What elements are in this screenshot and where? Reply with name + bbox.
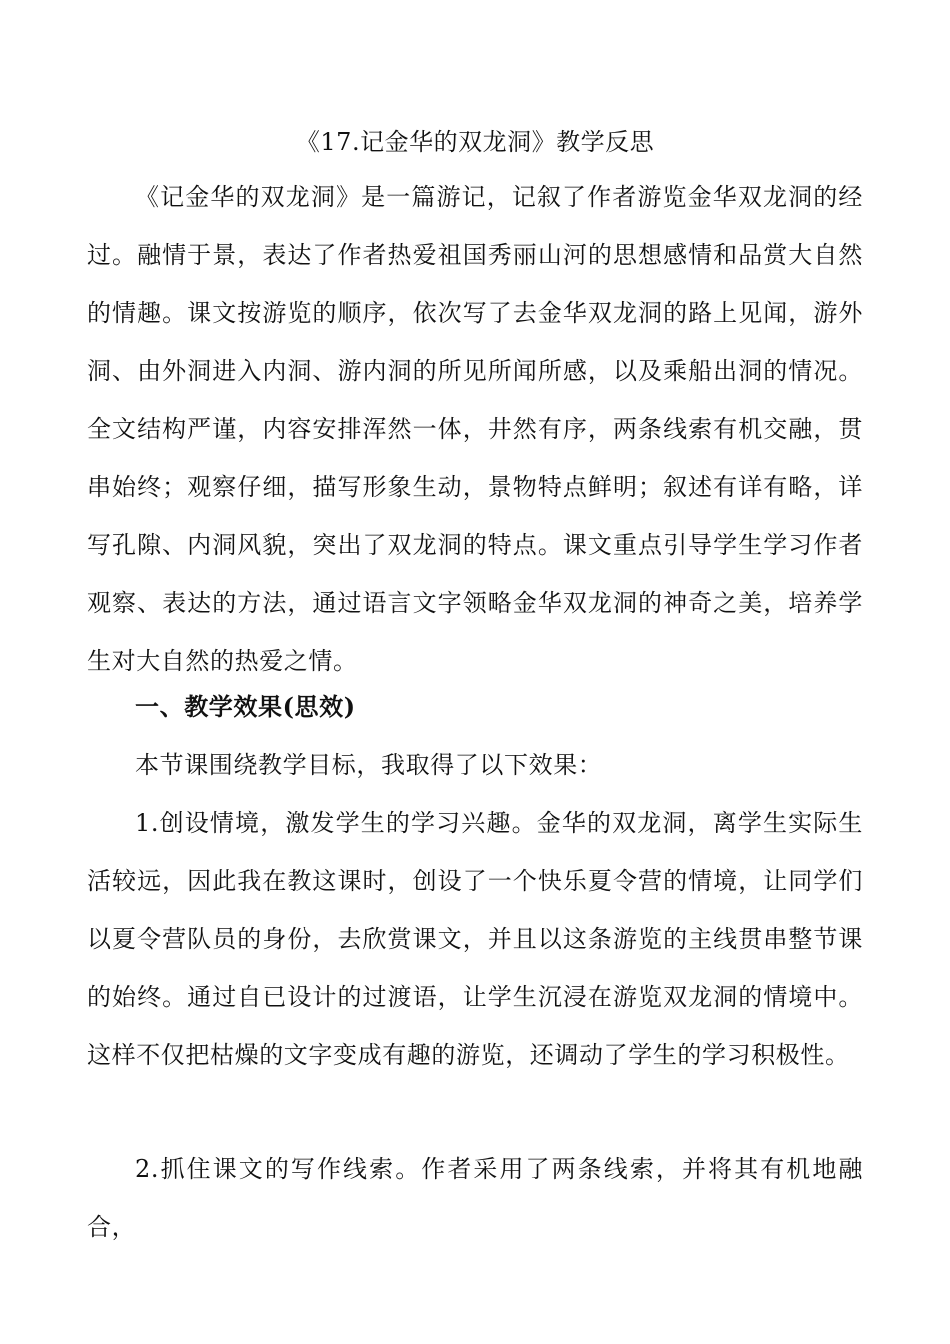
section-intro: 本节课围绕教学目标，我取得了以下效果： bbox=[135, 751, 603, 779]
section-heading: 一、教学效果(思效) bbox=[135, 692, 356, 721]
document-title: 《17.记金华的双龙洞》教学反思 bbox=[295, 128, 655, 156]
intro-paragraph: 《记金华的双龙洞》是一篇游记，记叙了作者游览金华双龙洞的经过。融情于景，表达了作者热爱祖国秀丽山河的思想感情和品赏大自然的情趣。课文按游览的顺序，依次写了去金华双龙洞的路上见闻，游外洞、由外洞进入内洞、游内洞的所见所闻所感，以及乘船出洞的情况。全文结构严谨，内容安排浑然一体，井然有序，两条线索有机交融，贯串始终；观察仔细，描写形象生动，景物特点鲜明；叙述有详有略，详写孔隙、内洞风貌，突出了双龙洞的特点。课文重点引导学生学习作者观察、表达的方法，通过语言文字领略金华双龙洞的神奇之美，培养学生对大自然的热爱之情。 bbox=[87, 183, 863, 675]
point-2-paragraph: 2.抓住课文的写作线索。作者采用了两条线索，并将其有机地融合， bbox=[87, 1155, 863, 1241]
point-1-paragraph: 1.创设情境，激发学生的学习兴趣。金华的双龙洞，离学生实际生活较远，因此我在教这课时，创设了一个快乐夏令营的情境，让同学们以夏令营队员的身份，去欣赏课文，并且以这条游览的主线贯串整节课的始终。通过自已设计的过渡语，让学生沉浸在游览双龙洞的情境中。这样不仅把枯燥的文字变成有趣的游览，还调动了学生的学习积极性。 bbox=[87, 809, 863, 1069]
